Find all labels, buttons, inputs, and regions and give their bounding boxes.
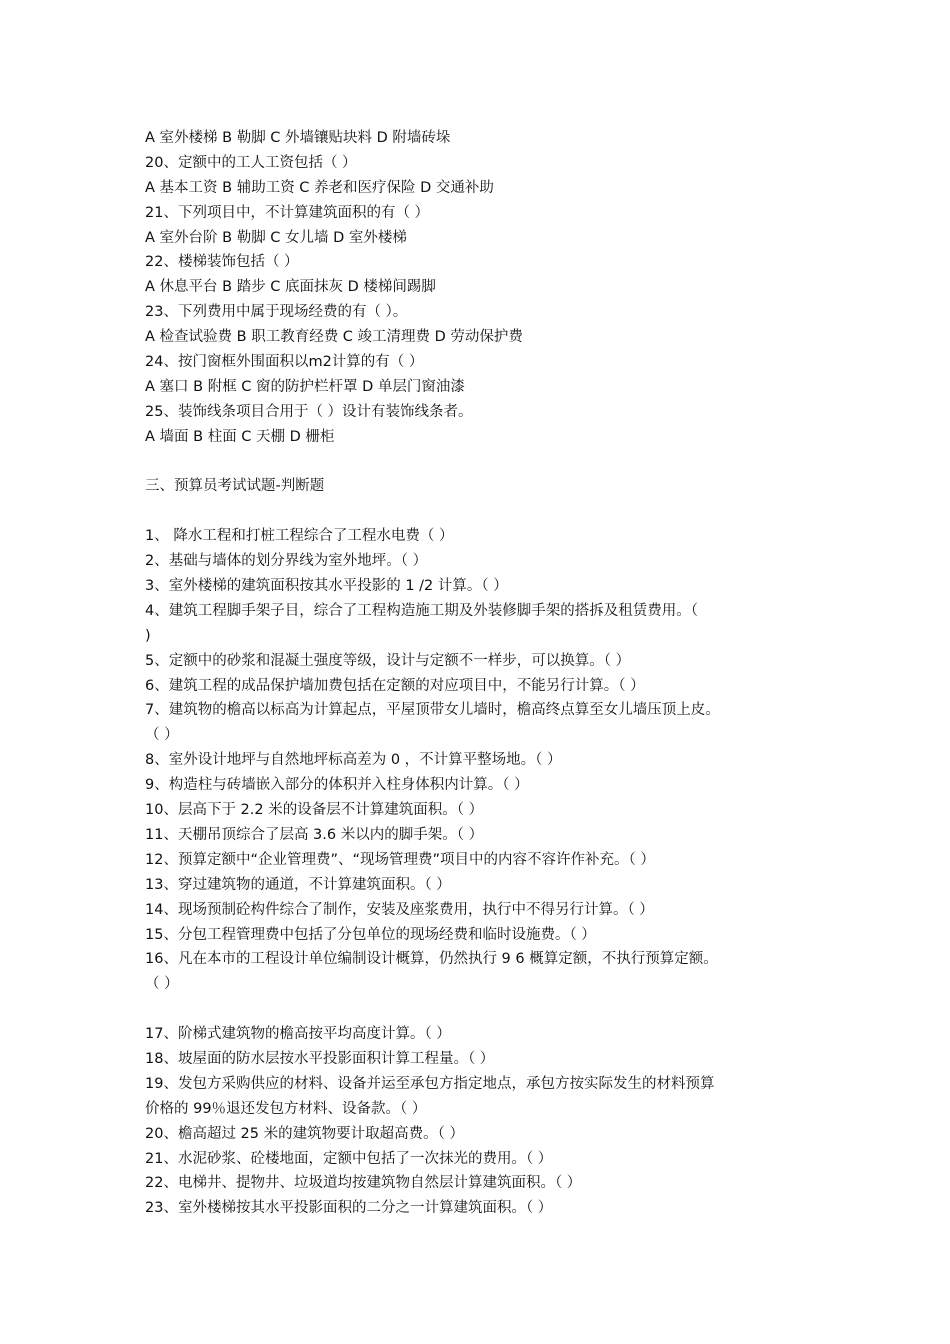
spacer xyxy=(145,450,815,475)
question-line: 21、下列项目中，不计算建筑面积的有（ ） xyxy=(145,204,430,221)
judgement-section xyxy=(145,524,815,997)
choice-line: A 墙面 B 柱面 C 天棚 D 栅柜 xyxy=(145,428,335,445)
spacer xyxy=(145,997,815,1022)
judgement-item-continued: （ ） xyxy=(145,976,179,993)
choice-line: A 休息平台 B 踏步 C 底面抹灰 D 楼梯间踢脚 xyxy=(145,279,436,296)
judgement-item: 20、檐高超过 25 米的建筑物要计取超高费。（ ） xyxy=(145,1125,464,1142)
judgement-item: 4、建筑工程脚手架子目，综合了工程构造施工期及外装修脚手架的搭拆及租赁费用。（ xyxy=(145,602,698,619)
question-line: 25、装饰线条项目合用于（ ）设计有装饰线条者。 xyxy=(145,403,473,420)
question-line: 22、楼梯装饰包括（ ） xyxy=(145,254,299,271)
judgement-item: 3、室外楼梯的建筑面积按其水平投影的 1 /2 计算。（ ） xyxy=(145,578,508,595)
question-line: 23、下列费用中属于现场经费的有（ ）。 xyxy=(145,304,408,321)
judgement-item: 14、现场预制砼构件综合了制作，安装及座浆费用，执行中不得另行计算。（ ） xyxy=(145,901,654,918)
section-title: 三、预算员考试试题-判断题 xyxy=(145,478,325,495)
judgement-item: 16、凡在本市的工程设计单位编制设计概算，仍然执行 9 6 概算定额，不执行预算定额。 xyxy=(145,951,718,968)
judgement-item: 9、构造柱与砖墙嵌入部分的体积并入柱身体积内计算。（ ） xyxy=(145,777,529,794)
judgement-item: 7、建筑物的檐高以标高为计算起点，平屋顶带女儿墙时，檐高终点算至女儿墙压顶上皮。 xyxy=(145,702,720,719)
judgement-item: 19、发包方采购供应的材料、设备并运至承包方指定地点，承包方按实际发生的材料预算 xyxy=(145,1075,715,1092)
judgement-item: 23、室外楼梯按其水平投影面积的二分之一计算建筑面积。（ ） xyxy=(145,1200,553,1217)
document-content xyxy=(145,126,815,1221)
choice-line: A 室外台阶 B 勒脚 C 女儿墙 D 室外楼梯 xyxy=(145,229,407,246)
choice-section xyxy=(145,126,815,450)
question-line: 20、定额中的工人工资包括（ ） xyxy=(145,154,357,171)
judgement-item: 8、室外设计地坪与自然地坪标高差为 0 ，不计算平整场地。（ ） xyxy=(145,752,562,769)
judgement-item: 21、水泥砂浆、砼楼地面，定额中包括了一次抹光的费用。（ ） xyxy=(145,1150,553,1167)
judgement-item: 15、分包工程管理费中包括了分包单位的现场经费和临时设施费。（ ） xyxy=(145,926,596,943)
judgement-item: 17、阶梯式建筑物的檐高按平均高度计算。（ ） xyxy=(145,1026,451,1043)
judgement-item: 11、天棚吊顶综合了层高 3.6 米以内的脚手架。（ ） xyxy=(145,826,484,843)
choice-line: A 室外楼梯 B 勒脚 C 外墙镶贴块料 D 附墙砖垛 xyxy=(145,130,451,146)
judgement-item: 2、基础与墙体的划分界线为室外地坪。（ ） xyxy=(145,553,428,570)
judgement-item: 13、穿过建筑物的通道，不计算建筑面积。（ ） xyxy=(145,876,451,893)
judgement-item-continued: （ ） xyxy=(145,727,179,744)
question-line: 24、按门窗框外围面积以m2计算的有（ ） xyxy=(145,354,424,371)
judgement-section-2 xyxy=(145,1022,815,1221)
judgement-item: 18、坡屋面的防水层按水平投影面积计算工程量。（ ） xyxy=(145,1050,495,1067)
judgement-item: 12、预算定额中“企业管理费”、“现场管理费”项目中的内容不容许作补充。（ ） xyxy=(145,851,655,868)
choice-line: A 检查试验费 B 职工教育经费 C 竣工清理费 D 劳动保护费 xyxy=(145,329,523,346)
spacer xyxy=(145,499,815,524)
judgement-item: 6、建筑工程的成品保护墙加费包括在定额的对应项目中，不能另行计算。（ ） xyxy=(145,677,645,694)
judgement-item: 10、层高下于 2.2 米的设备层不计算建筑面积。（ ） xyxy=(145,802,484,819)
judgement-item: 5、定额中的砂浆和混凝土强度等级，设计与定额不一样步，可以换算。（ ） xyxy=(145,652,631,669)
choice-line: A 塞口 B 附框 C 窗的防护栏杆罩 D 单层门窗油漆 xyxy=(145,378,465,395)
choice-line: A 基本工资 B 辅助工资 C 养老和医疗保险 D 交通补助 xyxy=(145,179,494,196)
judgement-item-continued: 价格的 99％退还发包方材料、设备款。（ ） xyxy=(145,1100,427,1117)
judgement-item: 22、电梯井、提物井、垃圾道均按建筑物自然层计算建筑面积。（ ） xyxy=(145,1175,582,1192)
judgement-item: 1、 降水工程和打桩工程综合了工程水电费（ ） xyxy=(145,528,454,545)
judgement-item-continued: ) xyxy=(145,627,151,644)
